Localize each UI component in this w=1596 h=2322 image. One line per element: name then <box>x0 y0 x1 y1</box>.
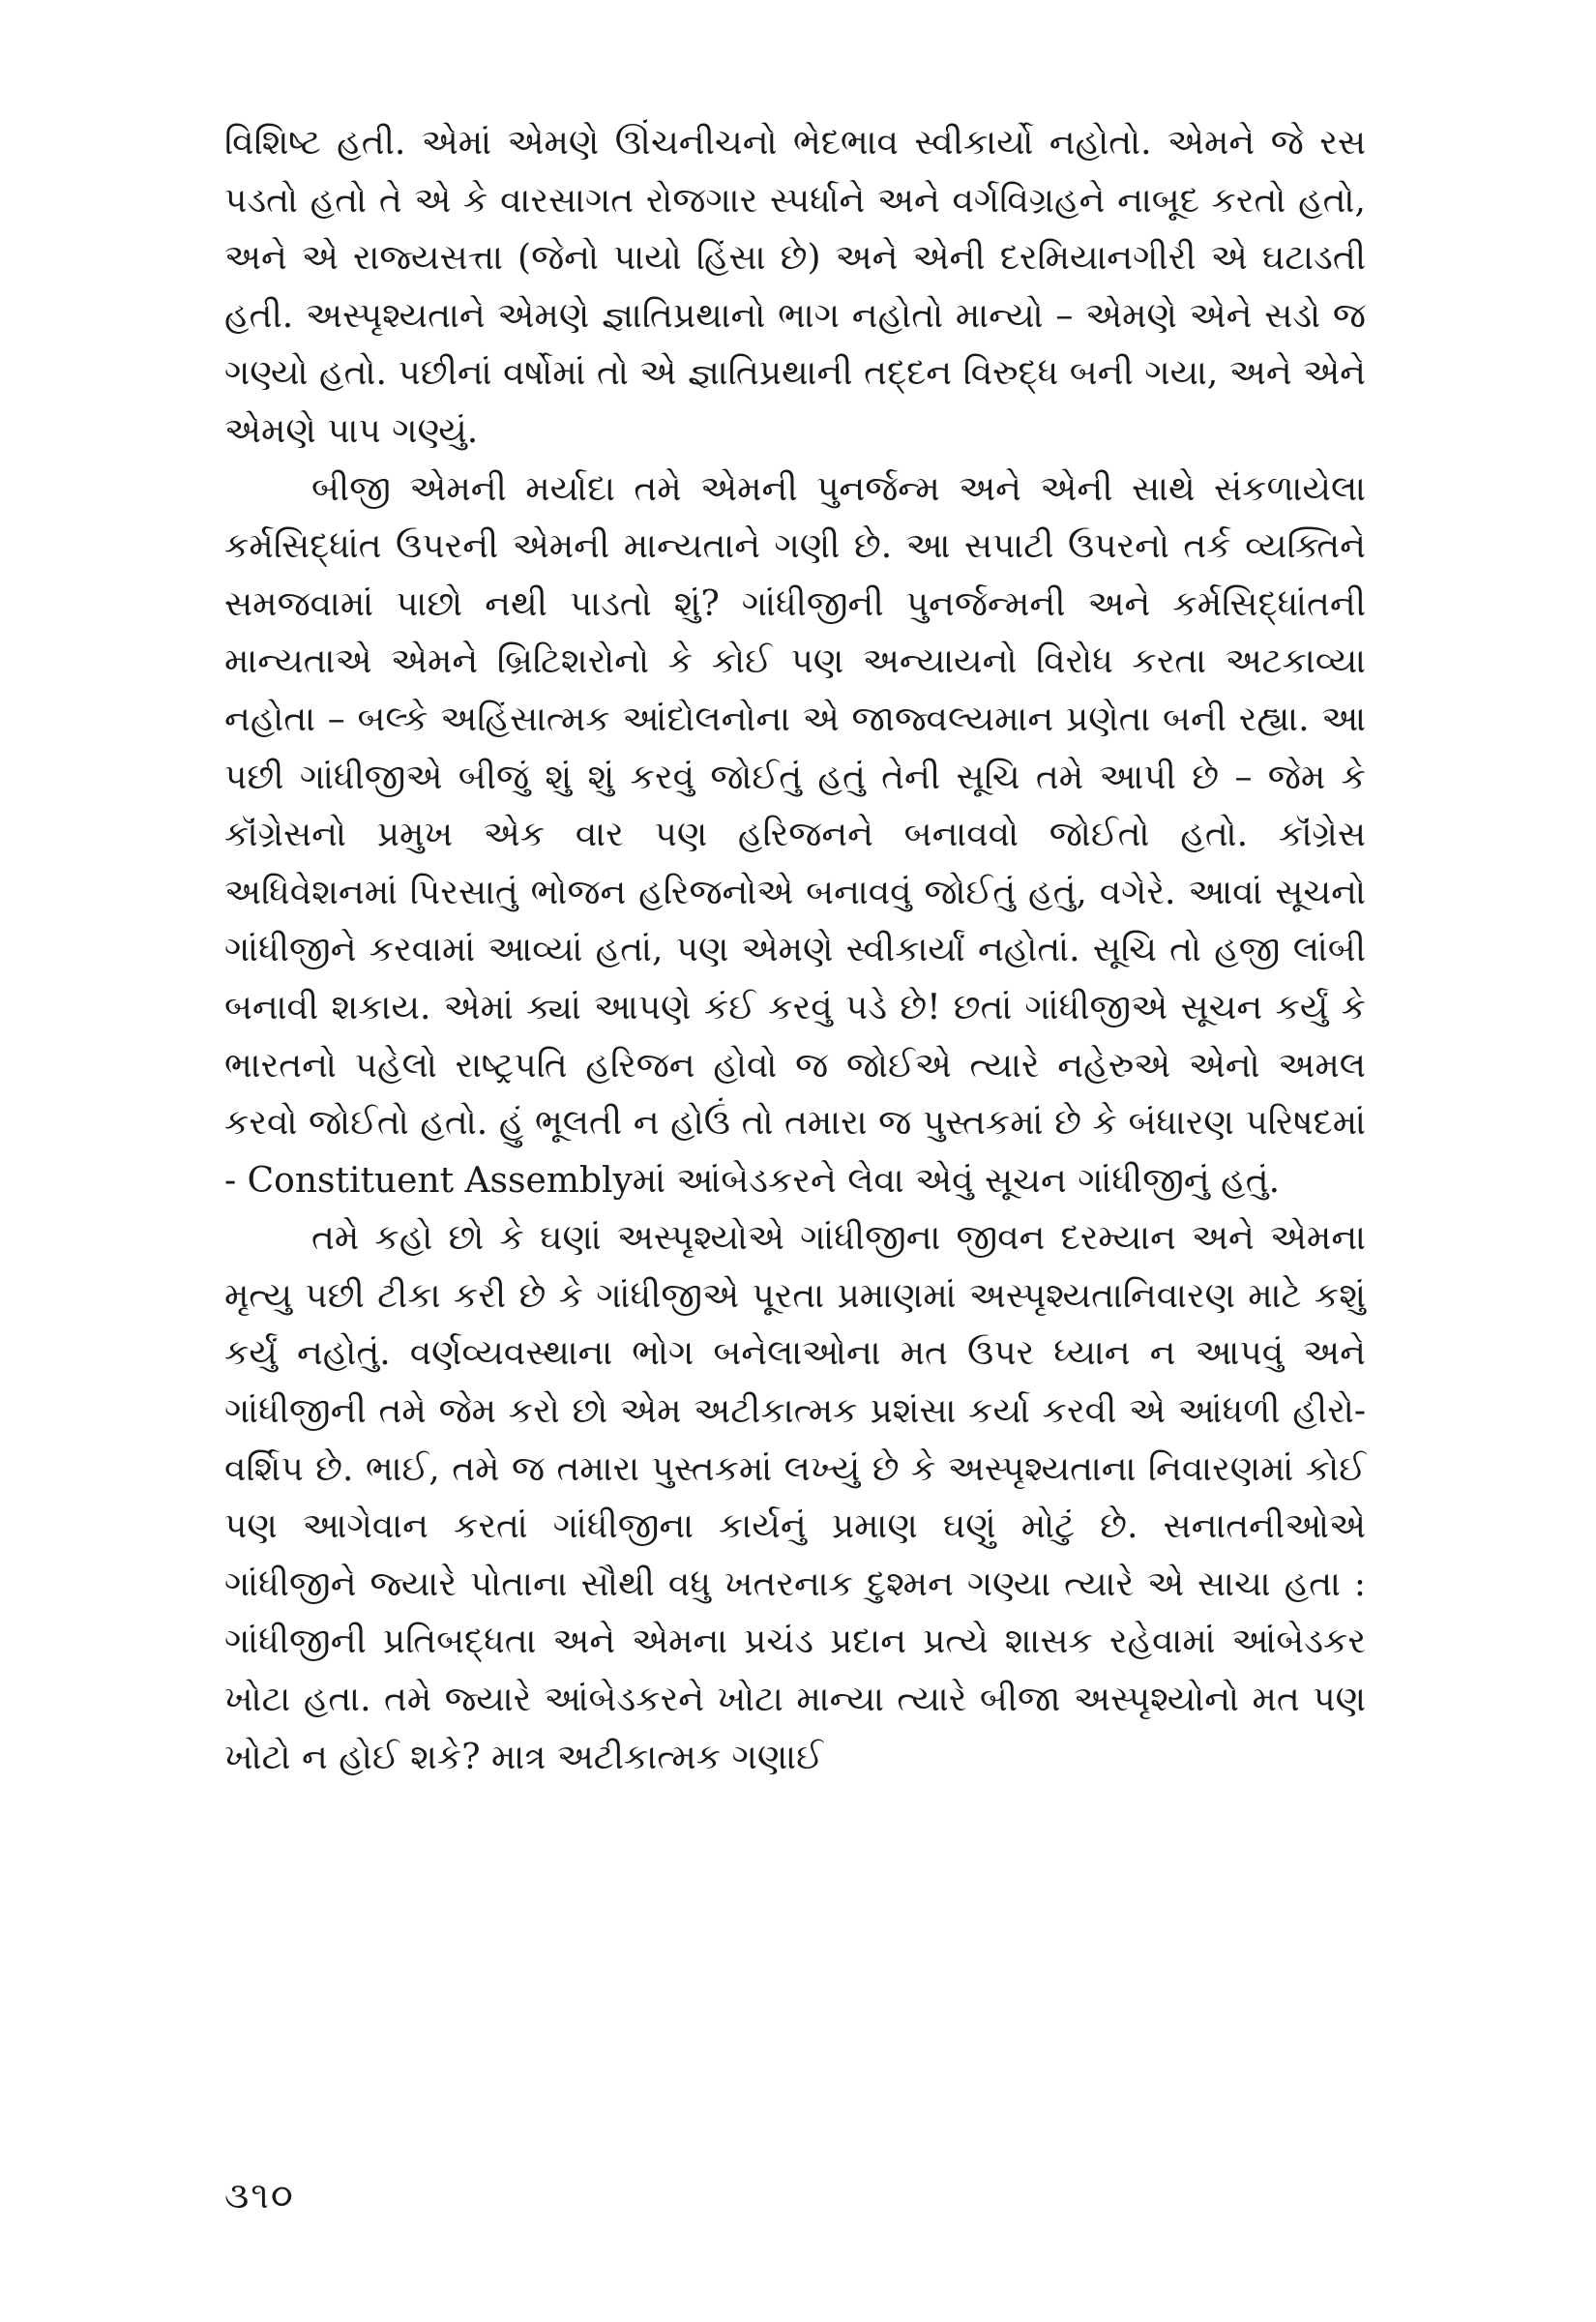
paragraph-1: વિશિષ્ટ હતી. એમાં એમણે ઊંચનીચનો ભેદભાવ સ્વીકાર્યો નહોતો. એમને જે રસ પડતો હતો તે એ કે વારસાગત રોજગાર સ્પર્ધાને અને વર્ગવિગ્રહને નાબૂદ કરતો હતો, અને એ રાજ્યસત્તા (જેનો પાયો હિંસા છે) અને એની દરમિયાનગીરી એ ઘટાડતી હતી. અસ્પૃશ્યતાને એમણે જ્ઞાતિપ્રથાનો ભાગ નહોતો માન્યો – એમણે એને સડો જ ગણ્યો હતો. પછીનાં વર્ષોમાં તો એ જ્ઞાતિપ્રથાની તદ્દન વિરુદ્ધ બની ગયા, અને એને એમણે પાપ ગણ્યું. <box>224 123 1366 451</box>
paragraph-2: બીજી એમની મર્યાદા તમે એમની પુનર્જન્મ અને એની સાથે સંકળાયેલા કર્મસિદ્ધાંત ઉપરની એમની માન્યતાને ગણી છે. આ સપાટી ઉપરનો તર્ક વ્યક્તિને સમજવામાં પાછો નથી પાડતો શું? ગાંધીજીની પુનર્જન્મની અને કર્મસિદ્ધાંતની માન્યતાએ એમને બ્રિટિશરોનો કે કોઈ પણ અન્યાયનો વિરોધ કરતા અટકાવ્યા નહોતા – બલ્કે અહિંસાત્મક આંદોલનોના એ જાજ્વલ્યમાન પ્રણેતા બની રહ્યા. આ પછી ગાંધીજીએ બીજું શું શું કરવું જોઈતું હતું તેની સૂચિ તમે આપી છે – જેમ કે કૉંગ્રેસનો પ્રમુખ એક વાર પણ હરિજનને બનાવવો જોઈતો હતો. કૉંગ્રેસ અધિવેશનમાં પિરસાતું ભોજન હરિજનોએ બનાવવું જોઈતું હતું, વગેરે. આવાં સૂચનો ગાંધીજીને કરવામાં આવ્યાં હતાં, પણ એમણે સ્વીકાર્યાં નહોતાં. સૂચિ તો હજી લાંબી બનાવી શકાય. એમાં ક્યાં આપણે કંઈ કરવું પડે છે! છતાં ગાંધીજીએ સૂચન કર્યું કે ભારતનો પહેલો રાષ્ટ્રપતિ હરિજન હોવો જ જોઈએ ત્યારે નહેરુએ એનો અમલ કરવો જોઈતો હતો. હું ભૂલતી ન હોઉં તો તમારા જ પુસ્તકમાં છે કે બંધારણ પરિષદમાં - Constituent Assemblyમાં આંબેડકરને લેવા એવું સૂચન ગાંધીજીનું હતું. <box>224 468 1366 1201</box>
page-body <box>224 114 1366 1786</box>
paragraph-3: તમે કહો છો કે ઘણાં અસ્પૃશ્યોએ ગાંધીજીના જીવન દરમ્યાન અને એમના મૃત્યુ પછી ટીકા કરી છે કે ગાંધીજીએ પૂરતા પ્રમાણમાં અસ્પૃશ્યતાનિવારણ માટે કશું કર્યું નહોતું. વર્ણવ્યવસ્થાના ભોગ બનેલાઓના મત ઉપર ધ્યાન ન આપવું અને ગાંધીજીની તમે જેમ કરો છો એમ અટીકાત્મક પ્રશંસા કર્યા કરવી એ આંધળી હીરો-વર્શિપ છે. ભાઈ, તમે જ તમારા પુસ્તકમાં લખ્યું છે કે અસ્પૃશ્યતાના નિવારણમાં કોઈ પણ આગેવાન કરતાં ગાંધીજીના કાર્યનું પ્રમાણ ઘણું મોટું છે. સનાતનીઓએ ગાંધીજીને જ્યારે પોતાના સૌથી વધુ ખતરનાક દુશ્મન ગણ્યા ત્યારે એ સાચા હતા : ગાંધીજીની પ્રતિબદ્ધતા અને એમના પ્રચંડ પ્રદાન પ્રત્યે શાસક રહેવામાં આંબેડકર ખોટા હતા. તમે જ્યારે આંબેડકરને ખોટા માન્યા ત્યારે બીજા અસ્પૃશ્યોનો મત પણ ખોટો ન હોઈ શકે? માત્ર અટીકાત્મક ગણાઈ <box>224 1218 1366 1777</box>
page-number: ૩૧૦ <box>224 2174 295 2217</box>
